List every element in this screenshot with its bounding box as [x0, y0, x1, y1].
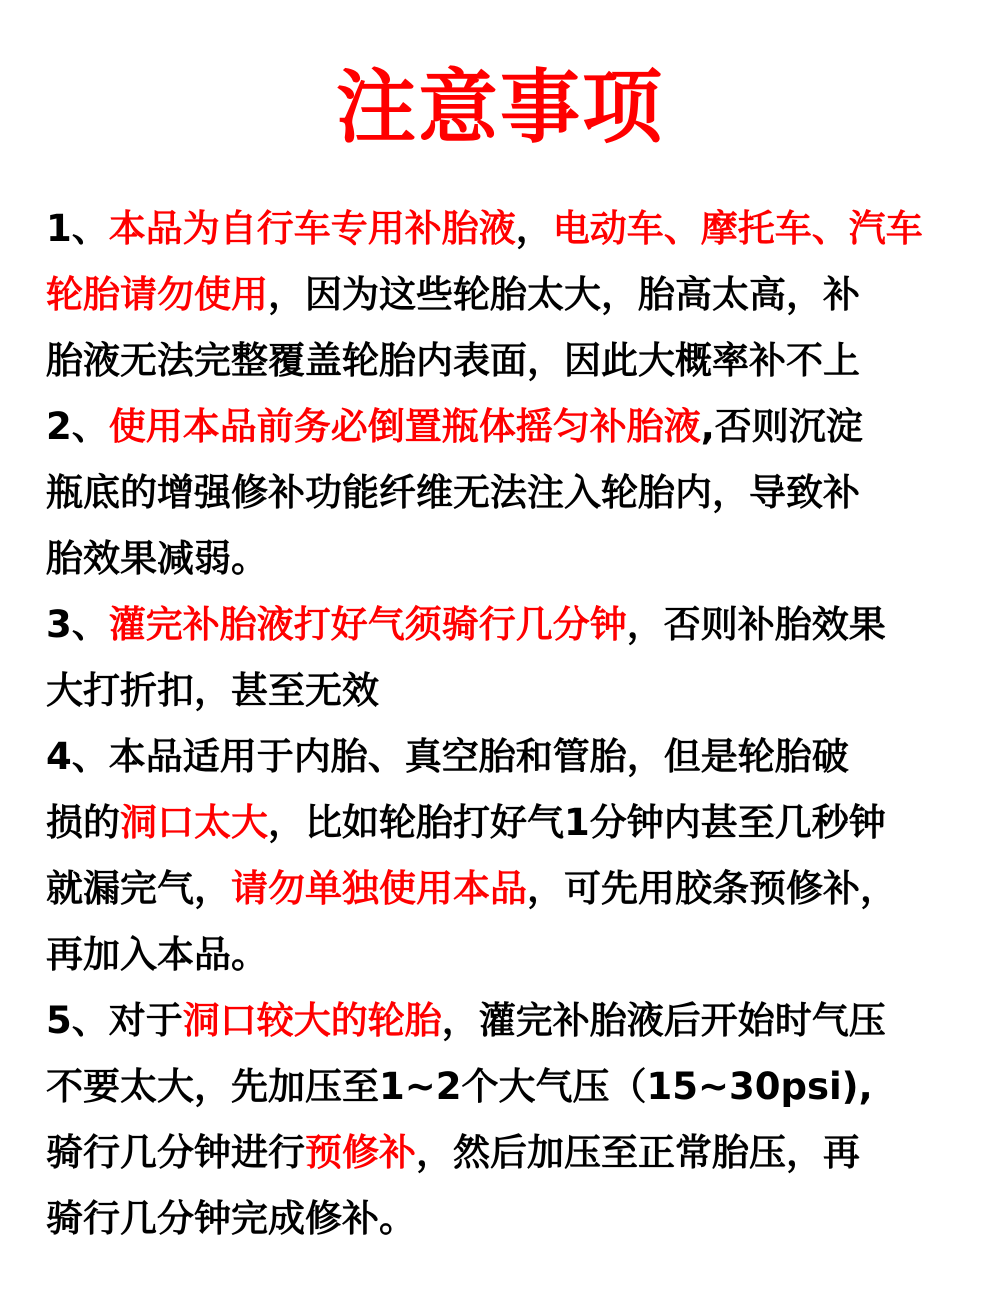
note-text: ，然后加压至正常胎压，再 — [416, 1131, 860, 1174]
note-line — [46, 328, 976, 394]
highlighted-text: 洞口较大的轮胎 — [182, 999, 442, 1042]
note-text: ，因为这些轮胎太大，胎高太高，补 — [268, 273, 860, 316]
note-text: 瓶底的增强修补功能纤维无法注入轮胎内，导致补 — [46, 471, 860, 514]
note-line — [46, 262, 976, 328]
note-text: ，比如轮胎打好气1分钟内甚至几秒钟 — [268, 801, 886, 844]
page-title: 注意事项 — [336, 61, 664, 154]
note-text: 骑行几分钟完成修补。 — [46, 1197, 416, 1240]
note-line — [46, 1186, 976, 1252]
highlighted-text: 轮胎请勿使用 — [46, 273, 268, 316]
note-text: ， — [515, 207, 553, 250]
note-line — [46, 790, 976, 856]
note-text: 胎液无法完整覆盖轮胎内表面，因此大概率补不上 — [46, 339, 860, 382]
highlighted-text: 预修补 — [305, 1131, 416, 1174]
highlighted-text: 请勿单独使用本品 — [231, 867, 527, 910]
note-line — [46, 592, 976, 658]
highlighted-text: 电动车、摩托车、汽车 — [552, 207, 923, 250]
note-text: 不要太大，先加压至1~2个大气压（15~30psi), — [46, 1065, 873, 1108]
highlighted-text: 洞口太大 — [120, 801, 268, 844]
note-text: 胎效果减弱。 — [46, 537, 268, 580]
note-text: 就漏完气， — [46, 867, 231, 910]
note-line — [46, 1120, 976, 1186]
note-text: ,否则沉淀 — [700, 405, 863, 448]
note-text: 2、 — [46, 405, 109, 448]
notes-list — [46, 196, 976, 1252]
note-text: 骑行几分钟进行 — [46, 1131, 305, 1174]
highlighted-text: 本品为自行车专用补胎液 — [108, 207, 516, 250]
note-line — [46, 724, 976, 790]
note-text: ，可先用胶条预修补， — [527, 867, 897, 910]
note-line — [46, 394, 976, 460]
note-text: 损的 — [46, 801, 120, 844]
note-text: 大打折扣，甚至无效 — [46, 669, 379, 712]
note-line — [46, 856, 976, 922]
highlighted-text: 灌完补胎液打好气须骑行几分钟 — [108, 603, 627, 646]
note-text: 1、 — [46, 207, 109, 250]
note-text: 再加入本品。 — [46, 933, 268, 976]
note-line — [46, 922, 976, 988]
note-line — [46, 658, 976, 724]
note-line — [46, 526, 976, 592]
note-text: ，灌完补胎液后开始时气压 — [441, 999, 886, 1042]
note-text: 3、 — [46, 603, 109, 646]
note-text: 4、本品适用于内胎、真空胎和管胎，但是轮胎破 — [46, 735, 849, 778]
note-text: ，否则补胎效果 — [626, 603, 886, 646]
highlighted-text: 使用本品前务必倒置瓶体摇匀补胎液 — [108, 405, 701, 448]
note-line — [46, 1054, 976, 1120]
note-line — [46, 196, 976, 262]
note-line — [46, 460, 976, 526]
note-text: 5、对于 — [46, 999, 183, 1042]
note-line — [46, 988, 976, 1054]
